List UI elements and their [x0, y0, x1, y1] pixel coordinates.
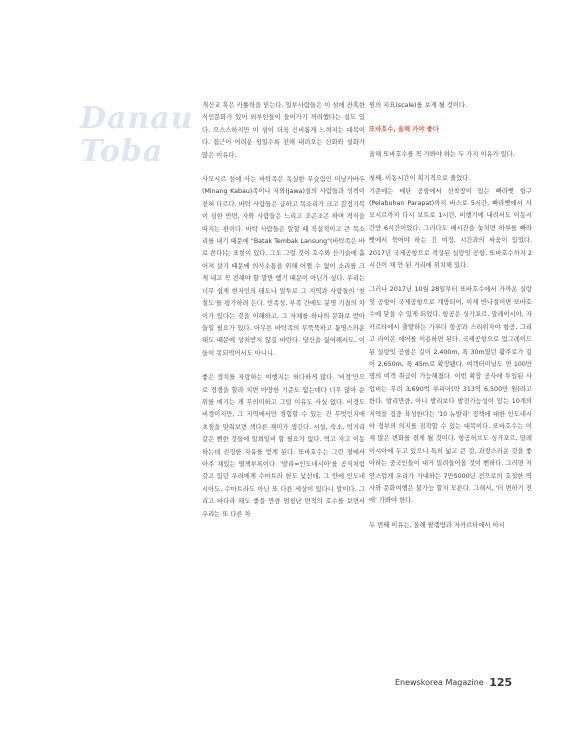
- paragraph: 원의 지표(scale)를 보게 될 것이다.: [369, 102, 468, 109]
- left-text-column: [202, 100, 365, 533]
- paragraph: 사모시르 섬에 사는 바탁족은 독실한 무슬림인 미낭카바우(Minang Kabau)족이나 자와(Jawa)섬의 사람들과 성격이 전혀 다르다. 바탁 사람들은 급하고 목소리가 크고 감정기복이 심한 반면, 자와 사람들은 느리고 조곤조곤 하며 격식을 따지는 편이다. 바탁 사람들은 말할 때 직설적이고 큰 목소리를 내기 때문에 "Batak Tembak Lansung"(바탁족은 바로 쏜다)는 표현이 있다. 그도 그럴 것이 호수와 산기슭에 흩어져 살기 때문에 의사소통을 위해 어쩔 수 없이 소리를 크게 내고 꼭 전해야 할 말만 했기 때문이 아닌가 싶다. 우리는 너무 쉽게 현지인의 태도나 말투로 그 지역과 사람들의 '친절도'를 평가하려 든다. 민족성, 부족 간에도 분명 기질의 차이가 있다는 것을 이해하고, 그 자체를 하나의 문화로 받아들일 필요가 있다. 아무튼 바탁족의 무뚝뚝하고 퉁명스러운 태도 때문에 상처받지 않길 바란다. 당신을 싫어해서도, 이들이 못되먹어서도 아니니.: [202, 176, 365, 357]
- paragraph: 두 번째 이유는, 올해 팔렘방과 자카르타에서 아시: [369, 521, 505, 529]
- paragraph: 기존에는 메단 공항에서 선착장이 있는 빠라빳 항구(Pelabuhan Parapat)까지 버스로 5시간, 빠라빳에서 사모시르까지 다시 보트로 1시간, 비행기에 내려서도 이동시간만 6시간이었다. 그러다도 배시간을 놓치면 하루를 빠라빳에서 묵어야 하는 긴 여정, 시간과의 싸움이 있었다. 2017년 국제공항으로 격상된 실랑잇 공항, 또바호수까지 2시간이 채 안 된 거리에 위치해 있다.: [369, 187, 532, 270]
- paragraph: 개신교 혹은 카톨릭을 믿는다. 일부사람들은 이 섬에 잔혹한 식인문화가 있어 외부인들이 들어가기 꺼려했다는 설도 있다. 으스스하지만 이 섬이 더욱 신비롭게 느껴지는 대목이다. 접근이 어려운 섬일수록 전해 내려오는 신화와 설화가 많은 이유다.: [202, 102, 365, 159]
- watermark-line-2: Toba: [80, 134, 164, 169]
- paragraph: 그러나 2017년 10월 28일부터 또바호수에서 가까운 실랑잇 공항이 국제공항으로 개방되어, 이제 반나절이면 또바호수에 닿을 수 있게 되었다. 항공은 싱가포르, 말레이시아, 자카르타에서 출발하는 가루다 항공과 스리위자야 항공, 그리고 라이온 에어를 이용하면 된다. 국제공항으로 업그레이드 된 실랑잇 공항은 길이 2,400m, 폭 30m였던 활주로가 길이 2,650m, 폭 45m로 확장됐다. 여객터미널도 연 100만 명의 여객 취급이 가능해졌다. 이번 확장 공사에 투입된 사업비는 무려 3,690억 루피아(약 313억 6,500만 원)라고 한다. 발리만큼, 아니 발리보다 발전가능성이 있는 10개의 지역을 집중 육성한다는 '10 뉴발리' 정책에 대한 인도네시아 정부의 의지를 짐작할 수 있는 대목이다. 또바호수는 이제 많은 변화를 겪게 될 것이다. 항공허브도 싱가포르, 말레이시아에 두고 있으니 특히 넓고 큰 것, 과장스러운 것을 좋아하는 중국인들이 대거 밀려들어올 것이 뻔하다. 그러면 자연스럽게 우리가 기대하는 7만5000년 전으로의 호젓한 역사와 문화여행은 불가능 할지 모른다. 그래서, '더 변하기 전에' 가봐야 한다.: [369, 286, 532, 505]
- right-text-column: [369, 100, 532, 544]
- watermark-line-1: Danau: [80, 101, 194, 136]
- danau-toba-watermark: [80, 101, 194, 169]
- section-subheading: 또바호수, 올해 가야 좋다: [369, 126, 439, 134]
- page-number: 125: [489, 676, 513, 689]
- paragraph: 올해 또바호수를 꼭 가봐야 하는 두 가지 이유가 있다.: [369, 150, 515, 158]
- paragraph: 좋은 경치를 자랑하는 여행지는 허다하게 많다. '비경'만으로 경쟁을 할라 치면 마땅한 기준도 없는데다 너무 많아 순위를 매기는 게 무의미하고 그럴 이유도 사실 없다. 비경도 비경이지만, 그 지역에서만 경험할 수 있는 건 무엇인지에 초점을 맞춰보면 색다른 재미가 생긴다. 시설, 숙소, 먹거리 같은 뻔한 것들에 일희일비 할 필요가 없다. 먹고 자고 이동하는데 진정한 자유를 얻게 된다. 또바호수는 그런 점에서 아주 재밌는 별책부록이다. '발리=인도네시아'를 공식처럼 갖고 있던 우리에게 수마트라 한도 낯선데, 그 안에 인도네시아도, 수마트라도 아닌 또 다른 세상이 있다니 말이다. 그리고 바다라 해도 좋을 만큼 엄청난 면적의 호수를 보면서 우리는 또 다른 차: [202, 374, 365, 518]
- paragraph-lead: 첫째, 이동시간이 획기적으로 줄었다.: [369, 175, 471, 183]
- magazine-name: Enewskorea Magazine: [395, 678, 484, 687]
- page-footer: [395, 676, 512, 689]
